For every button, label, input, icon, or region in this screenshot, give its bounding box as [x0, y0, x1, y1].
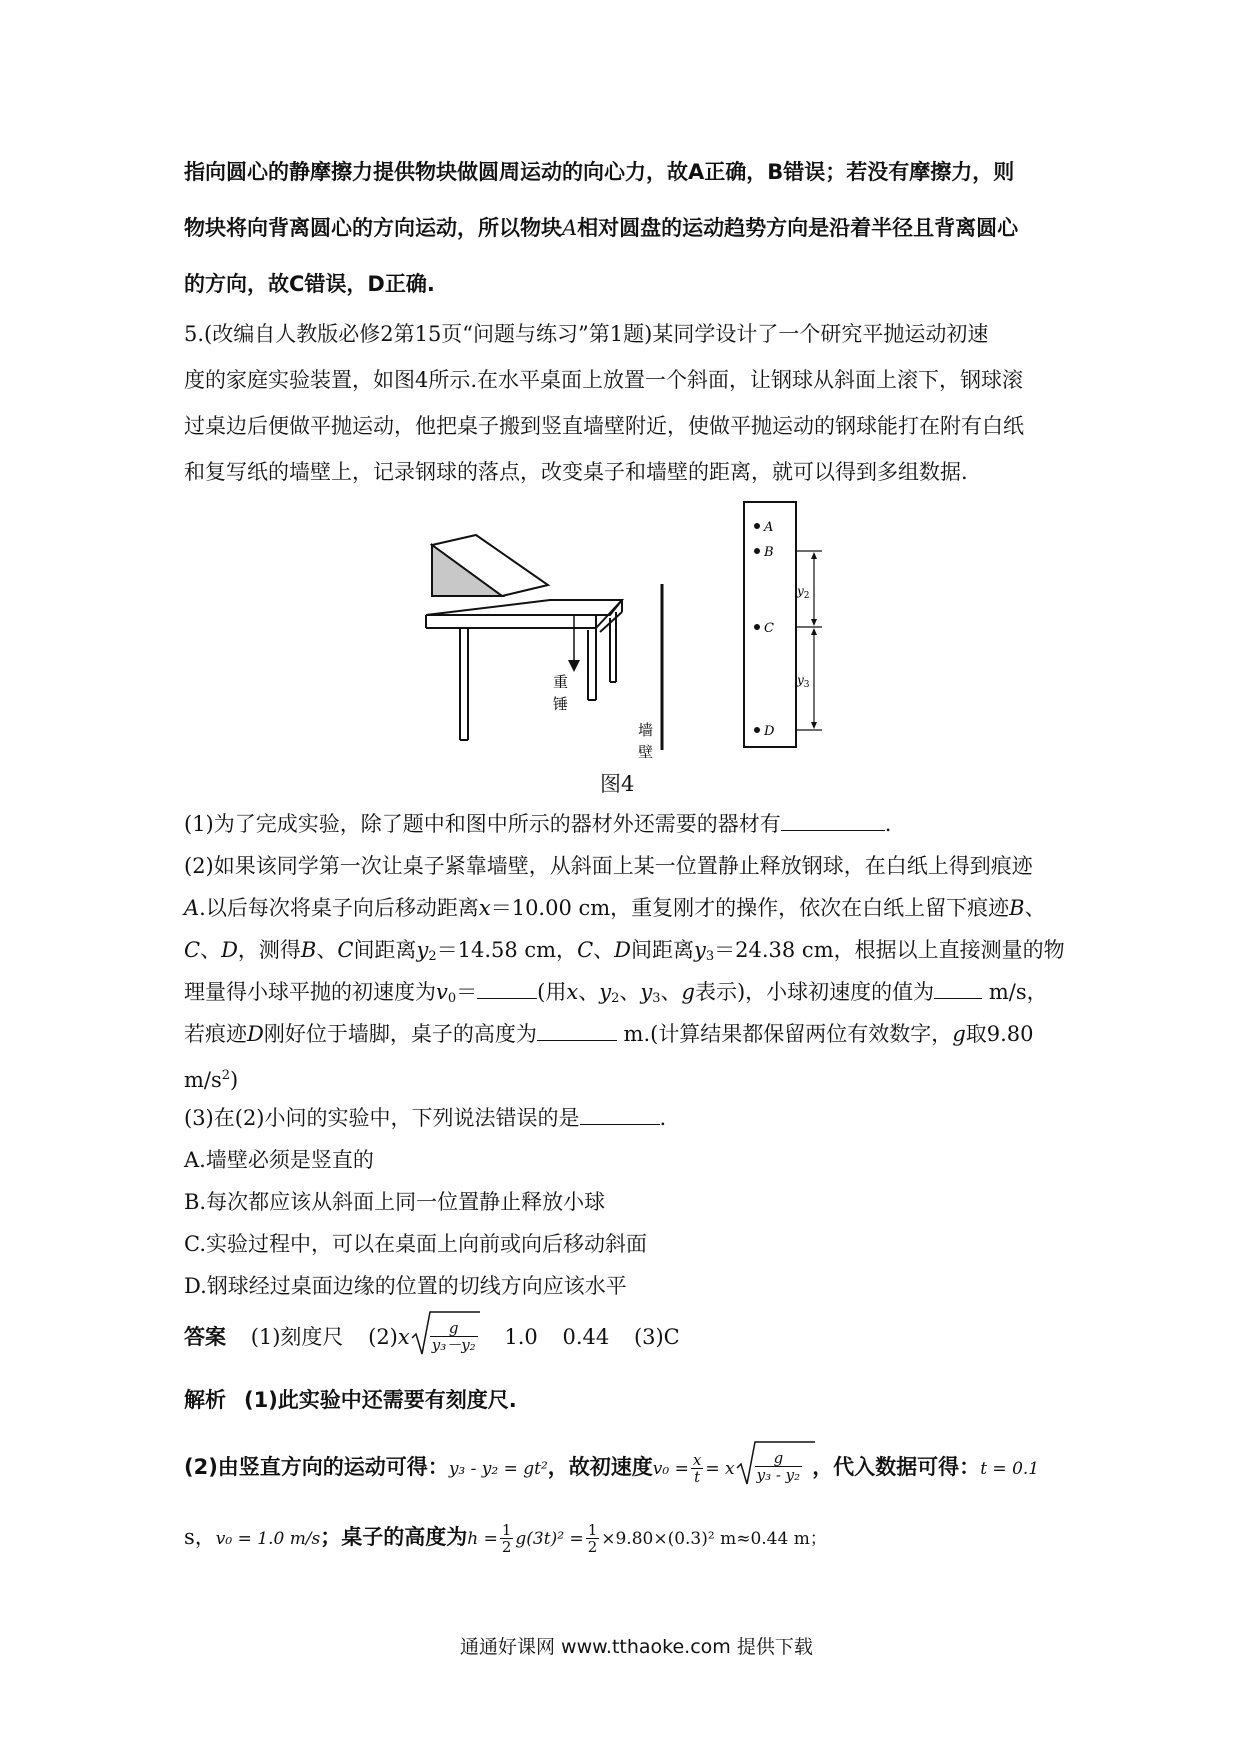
- analysis-line-3: s，v₀ = 1.0 m/s；桌子的高度为h = $\frac{1}{2}$ g(3t)² = $\frac{1}{2}$ ×9.80×(0.3)² m≈0.44 m；: [184, 1521, 827, 1556]
- q5-line-2: 度的家庭实验装置，如图4所示.在水平桌面上放置一个斜面，让钢球从斜面上滚下，钢球滚: [184, 368, 1024, 392]
- label-d: D: [764, 724, 775, 739]
- q2-line-2: A.以后每次将桌子向后移动距离x＝10.00 cm，重复刚才的操作，依次在白纸上留下痕迹B、: [184, 896, 1046, 920]
- answer-label: 答案: [184, 1325, 226, 1349]
- q3-line: (3)在(2)小问的实验中，下列说法错误的是 .: [184, 1106, 667, 1130]
- q5-line-4: 和复写纸的墙壁上，记录钢球的落点，改变桌子和墙壁的距离，就可以得到多组数据.: [184, 460, 968, 484]
- mark-a: [754, 523, 760, 529]
- q3-option-b: B.每次都应该从斜面上同一位置静止释放小球: [184, 1190, 606, 1214]
- table-drawing: [426, 600, 622, 740]
- wall-label-2: 壁: [638, 743, 654, 761]
- q2-blank-height[interactable]: [537, 1020, 617, 1041]
- figure-caption: 图4: [600, 772, 635, 796]
- answer-sqrt: $\frac{g}{\text{y₃－y₂}}$: [410, 1322, 480, 1355]
- q1-blank[interactable]: [781, 810, 885, 831]
- q5-line-3: 过桌边后便做平抛运动，他把桌子搬到竖直墙壁附近，使做平抛运动的钢球能打在附有白纸: [184, 414, 1024, 438]
- q3-blank[interactable]: [580, 1104, 660, 1125]
- prev-line-1: 指向圆心的静摩擦力提供物块做圆周运动的向心力，故A正确，B错误；若没有摩擦力，则: [184, 160, 1015, 184]
- analysis-line-2: (2)由竖直方向的运动可得：y₃ - y₂ = gt²，故初速度v₀ = $\frac{x}{t}$ = x $\frac{g}{\text{y₃ - y₂}}$ ，代入数据可得：t = 0.1: [184, 1452, 1039, 1485]
- label-a: A: [764, 520, 774, 535]
- mark-b: [754, 548, 760, 554]
- plumb-bob: [568, 660, 580, 672]
- mark-c: [754, 624, 760, 630]
- q2-blank-formula[interactable]: [477, 978, 537, 999]
- page-footer: 通通好课网 www.tthaoke.com 提供下载: [460, 1636, 813, 1658]
- paper-strip: [740, 500, 840, 750]
- q1-line: (1)为了完成实验，除了题中和图中所示的器材外还需要的器材有 .: [184, 812, 892, 836]
- q2-line-6: $m/s^2$): [184, 1068, 239, 1092]
- label-y2: $y_2$: [797, 584, 810, 601]
- q2-line-1: (2)如果该同学第一次让桌子紧靠墙壁，从斜面上某一位置静止释放钢球，在白纸上得到痕迹: [184, 854, 1033, 878]
- analysis-line-1: 解析 (1)此实验中还需要有刻度尺.: [184, 1388, 517, 1412]
- q3-option-d: D.钢球经过桌面边缘的位置的切线方向应该水平: [184, 1274, 627, 1298]
- mark-d: [754, 727, 760, 733]
- dimension-lines: [796, 551, 822, 730]
- q3-option-a: A.墙壁必须是竖直的: [184, 1148, 374, 1172]
- prev-line-3: 的方向，故C错误，D正确.: [184, 272, 435, 296]
- q5-line-1: 5.(改编自人教版必修2第15页“问题与练习”第1题)某同学设计了一个研究平抛运动初速: [184, 322, 989, 346]
- weight-label-1: 重: [553, 673, 569, 691]
- q2-line-5: 若痕迹D刚好位于墙脚，桌子的高度为 m.(计算结果都保留两位有效数字，g取9.80: [184, 1022, 1034, 1046]
- wall-label-1: 墙: [638, 721, 654, 739]
- label-c: C: [764, 621, 774, 636]
- prev-line-2: 物块将向背离圆心的方向运动，所以物块A相对圆盘的运动趋势方向是沿着半径且背离圆心: [184, 216, 1019, 240]
- q2-line-4: 理量得小球平抛的初速度为$v_0=$ (用x、$y_2$、$y_3$、g表示)，小球初速度的值为 m/s，: [184, 980, 1048, 1006]
- answer-line: 答案 (1)刻度尺 (2)x $\frac{g}{\text{y₃－y₂}}$ 1.0 0.44 (3)C: [184, 1322, 680, 1355]
- label-b: B: [764, 545, 774, 560]
- label-y3: $y_3$: [797, 673, 810, 690]
- weight-label-2: 锤: [553, 695, 569, 713]
- incline-drawing: [432, 535, 548, 596]
- q2-line-3: C、D，测得B、C间距离$y_2=14.58$ cm，C、D间距离$y_3=24.38$ cm，根据以上直接测量的物: [184, 938, 1065, 964]
- q3-option-c: C.实验过程中，可以在桌面上向前或向后移动斜面: [184, 1232, 647, 1256]
- q2-blank-value[interactable]: [934, 978, 982, 999]
